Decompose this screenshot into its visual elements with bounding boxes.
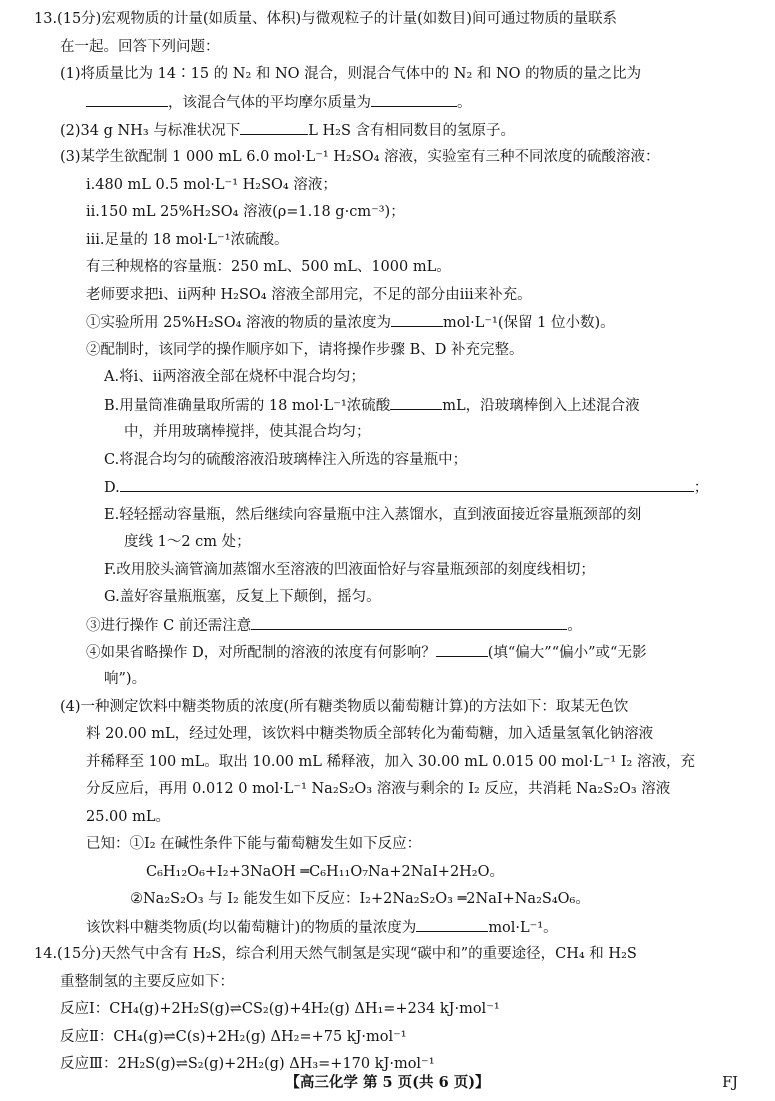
q13-p4-known: 已知：①I₂ 在碱性条件下能与葡萄糖发生如下反应： — [86, 836, 422, 852]
answer-blank[interactable] — [120, 476, 694, 492]
equation-1: C₆H₁₂O₆+I₂+3NaOH ═C₆H₁₁O₇Na+2NaI+2H₂O。 — [146, 864, 505, 880]
step-b-line2: 中，并用玻璃棒搅拌，使其混合均匀； — [124, 424, 371, 440]
answer-blank[interactable] — [436, 641, 488, 657]
q13-p3-s4-cont: 响”)。 — [104, 671, 147, 687]
q13-p3-ii: ⅱ.150 mL 25%H₂SO₄ 溶液(ρ=1.18 g·cm⁻³)； — [86, 204, 405, 220]
reaction-1: 反应Ⅰ：CH₄(g)+2H₂S(g)⇌CS₂(g)+4H₂(g) ΔH₁=+234 kJ·mol⁻¹ — [60, 1001, 500, 1017]
q13-p4-line4: 分反应后，再用 0.012 0 mol·L⁻¹ Na₂S₂O₃ 溶液与剩余的 I₂ 反应，共消耗 Na₂S₂O₃ 溶液 — [86, 781, 671, 797]
q13-intro-line2: 在一起。回答下列问题： — [60, 39, 220, 55]
q13-p4-line5: 25.00 mL。 — [86, 809, 170, 825]
q13-p3-s3: ③进行操作 C 前还需注意 。 — [86, 614, 582, 637]
q13-p4-line2: 料 20.00 mL，经过处理，该饮料中糖类物质全部转化为葡萄糖，加入适量氢氧化钠溶液 — [86, 726, 654, 742]
reaction-2: 反应Ⅱ：CH₄(g)⇌C(s)+2H₂(g) ΔH₂=+75 kJ·mol⁻¹ — [60, 1029, 407, 1045]
q13-p3-requirement: 老师要求把ⅰ、ⅱ两种 H₂SO₄ 溶液全部用完，不足的部分由ⅲ来补充。 — [86, 287, 532, 303]
answer-blank[interactable] — [251, 614, 567, 630]
q13-p3-s1: ①实验所用 25%H₂SO₄ 溶液的物质的量浓度为 mol·L⁻¹(保留 1 位小数)。 — [86, 311, 615, 334]
q13-p4-ask: 该饮料中糖类物质(均以葡萄糖计)的物质的量浓度为 mol·L⁻¹。 — [86, 916, 558, 939]
step-e-line2: 度线 1～2 cm 处； — [124, 534, 251, 550]
q13-p3-s4: ④如果省略操作 D，对所配制的溶液的浓度有何影响？ (填“偏大”“偏小”或“无影 — [86, 641, 646, 664]
step-a: A.将ⅰ、ⅱ两溶液全部在烧杯中混合均匀； — [104, 369, 365, 385]
answer-blank[interactable] — [391, 311, 443, 327]
step-e-line1: E.轻轻摇动容量瓶，然后继续向容量瓶中注入蒸馏水，直到液面接近容量瓶颈部的刻 — [104, 507, 642, 523]
step-f: F.改用胶头滴管滴加蒸馏水至溶液的凹液面恰好与容量瓶颈部的刻度线相切； — [104, 562, 595, 578]
q13-p4-line3: 并稀释至 100 mL。取出 10.00 mL 稀释液，加入 30.00 mL 0.015 00 mol·L⁻¹ I₂ 溶液，充 — [86, 754, 695, 770]
q13-p3-i: ⅰ.480 mL 0.5 mol·L⁻¹ H₂SO₄ 溶液； — [86, 177, 337, 193]
step-d: D. ； — [104, 476, 708, 499]
q14-line2: 重整制氢的主要反应如下： — [60, 974, 234, 990]
step-b-line1: B.用量筒准确量取所需的 18 mol·L⁻¹浓硫酸 mL，沿玻璃棒倒入上述混合液 — [104, 394, 640, 417]
q13-p3-intro: (3)某学生欲配制 1 000 mL 6.0 mol·L⁻¹ H₂SO₄ 溶液，实验室有三种不同浓度的硫酸溶液： — [60, 149, 660, 165]
q14-line1: 14.(15分)天然气中含有 H₂S，综合利用天然气制氢是实现“碳中和”的重要途径，CH₄ 和 H₂S — [34, 946, 637, 962]
q13-p2: (2)34 g NH₃ 与标准状况下 L H₂S 含有相同数目的氢原子。 — [60, 119, 515, 142]
answer-blank[interactable] — [390, 394, 442, 410]
answer-blank[interactable] — [371, 91, 457, 107]
step-g: G.盖好容量瓶瓶塞，反复上下颠倒，摇匀。 — [104, 589, 381, 605]
q13-p1-line2: ，该混合气体的平均摩尔质量为 。 — [86, 91, 472, 114]
step-c: C.将混合均匀的硫酸溶液沿玻璃棒注入所选的容量瓶中； — [104, 452, 468, 468]
q13-p3-s2: ②配制时，该同学的操作顺序如下，请将操作步骤 B、D 补充完整。 — [86, 342, 524, 358]
reaction-3: 反应Ⅲ：2H₂S(g)⇌S₂(g)+2H₂(g) ΔH₃=+170 kJ·mol⁻¹ — [60, 1056, 435, 1072]
q13-p1-line1: (1)将质量比为 14∶15 的 N₂ 和 NO 混合，则混合气体中的 N₂ 和 NO 的物质的量之比为 — [60, 66, 642, 82]
q13-p3-iii: ⅲ.足量的 18 mol·L⁻¹浓硫酸。 — [86, 232, 289, 248]
q13-intro-line1: 13.(15分)宏观物质的计量(如质量、体积)与微观粒子的计量(如数目)间可通过物质的量联系 — [34, 11, 617, 27]
answer-blank[interactable] — [240, 119, 308, 135]
footer-page-number: 【高三化学 第 5 页(共 6 页)】 — [285, 1074, 490, 1091]
q13-p4-line1: (4)一种测定饮料中糖类物质的浓度(所有糖类物质以葡萄糖计算)的方法如下：取某无色饮 — [60, 699, 629, 715]
q13-p3-flasks: 有三种规格的容量瓶：250 mL、500 mL、1000 mL。 — [86, 259, 451, 275]
answer-blank[interactable] — [86, 91, 168, 107]
answer-blank[interactable] — [416, 916, 488, 932]
equation-2: ②Na₂S₂O₃ 与 I₂ 能发生如下反应：I₂+2Na₂S₂O₃ ═2NaI+Na₂S₄O₆。 — [130, 891, 590, 907]
footer-code: FJ — [722, 1075, 738, 1091]
